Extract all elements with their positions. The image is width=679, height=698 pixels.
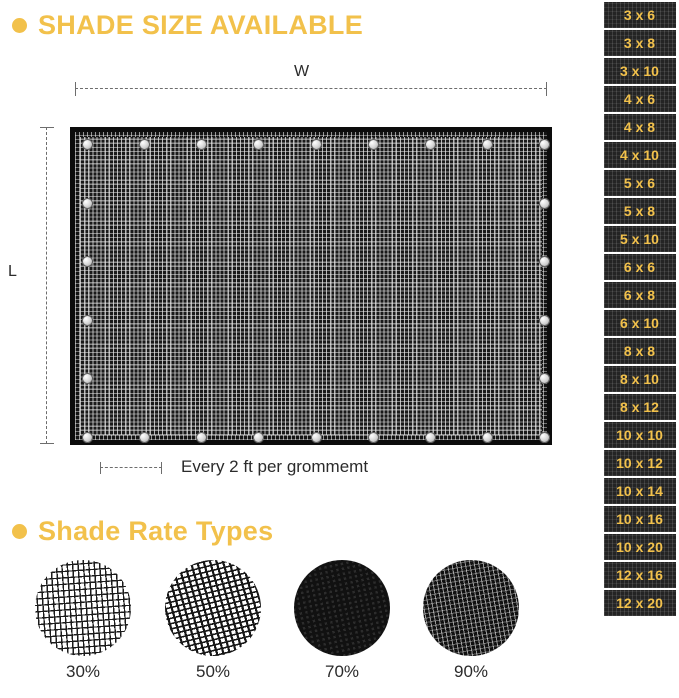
bullet-icon xyxy=(12,524,27,539)
shade-rate-item xyxy=(421,560,521,682)
size-option[interactable]: 8 x 12 xyxy=(604,394,676,420)
size-option[interactable]: 10 x 14 xyxy=(604,478,676,504)
shade-rate-swatch xyxy=(294,560,390,656)
grommet xyxy=(82,315,93,326)
size-option[interactable]: 4 x 6 xyxy=(604,86,676,112)
shade-size-heading xyxy=(12,12,363,39)
grommet-spacing-note: Every 2 ft per grommemt xyxy=(181,457,369,476)
size-option[interactable]: 10 x 16 xyxy=(604,506,676,532)
size-option[interactable]: 3 x 10 xyxy=(604,58,676,84)
size-option[interactable]: 8 x 8 xyxy=(604,338,676,364)
grommet xyxy=(539,139,550,150)
size-option[interactable]: 10 x 12 xyxy=(604,450,676,476)
shade-fabric xyxy=(70,127,552,445)
size-option[interactable]: 6 x 8 xyxy=(604,282,676,308)
grommet xyxy=(368,432,379,443)
grommet xyxy=(539,373,550,384)
shade-rate-swatch xyxy=(423,560,519,656)
size-option[interactable]: 8 x 10 xyxy=(604,366,676,392)
grommet xyxy=(311,139,322,150)
bullet-icon xyxy=(12,18,27,33)
size-option[interactable]: 6 x 10 xyxy=(604,310,676,336)
grommet xyxy=(82,139,93,150)
size-list xyxy=(600,0,679,698)
grommet xyxy=(539,315,550,326)
size-option[interactable]: 4 x 8 xyxy=(604,114,676,140)
shade-dimensions-diagram xyxy=(0,55,600,505)
width-dimension-line xyxy=(75,88,547,90)
width-label: W xyxy=(294,63,310,80)
grommet xyxy=(368,139,379,150)
size-option[interactable]: 10 x 10 xyxy=(604,422,676,448)
grommet xyxy=(539,256,550,267)
shade-fabric-mesh xyxy=(80,137,542,435)
grommet xyxy=(482,432,493,443)
shade-rate-swatch xyxy=(165,560,261,656)
shade-rate-label: 90% xyxy=(453,662,489,681)
size-option[interactable]: 10 x 20 xyxy=(604,534,676,560)
shade-rate-swatch xyxy=(35,560,131,656)
grommet xyxy=(82,198,93,209)
shade-rate-label: 50% xyxy=(195,662,231,681)
shade-rate-item xyxy=(33,560,133,682)
length-label: L xyxy=(8,263,17,280)
shade-rate-heading-label: Shade Rate Types xyxy=(38,516,274,546)
shade-rate-list xyxy=(0,560,600,698)
shade-rate-label: 30% xyxy=(65,662,101,681)
grommet xyxy=(139,432,150,443)
size-option[interactable]: 12 x 20 xyxy=(604,590,676,616)
size-option[interactable]: 6 x 6 xyxy=(604,254,676,280)
grommet xyxy=(196,432,207,443)
shade-rate-heading xyxy=(12,518,273,545)
size-option[interactable]: 5 x 10 xyxy=(604,226,676,252)
size-option[interactable]: 5 x 8 xyxy=(604,198,676,224)
size-option[interactable]: 5 x 6 xyxy=(604,170,676,196)
size-option[interactable]: 4 x 10 xyxy=(604,142,676,168)
size-option[interactable]: 3 x 8 xyxy=(604,30,676,56)
grommet xyxy=(425,139,436,150)
shade-rate-label: 70% xyxy=(324,662,360,681)
shade-rate-item xyxy=(292,560,392,682)
size-option[interactable]: 3 x 6 xyxy=(604,2,676,28)
grommet xyxy=(311,432,322,443)
grommet xyxy=(82,432,93,443)
grommet xyxy=(539,198,550,209)
shade-rate-item xyxy=(163,560,263,682)
grommet xyxy=(425,432,436,443)
grommet xyxy=(539,432,550,443)
grommet xyxy=(253,432,264,443)
grommet-spacing-line xyxy=(100,467,162,469)
grommet xyxy=(482,139,493,150)
length-dimension-line xyxy=(46,127,48,444)
size-option[interactable]: 12 x 16 xyxy=(604,562,676,588)
shade-size-heading-label: SHADE SIZE AVAILABLE xyxy=(38,10,364,40)
